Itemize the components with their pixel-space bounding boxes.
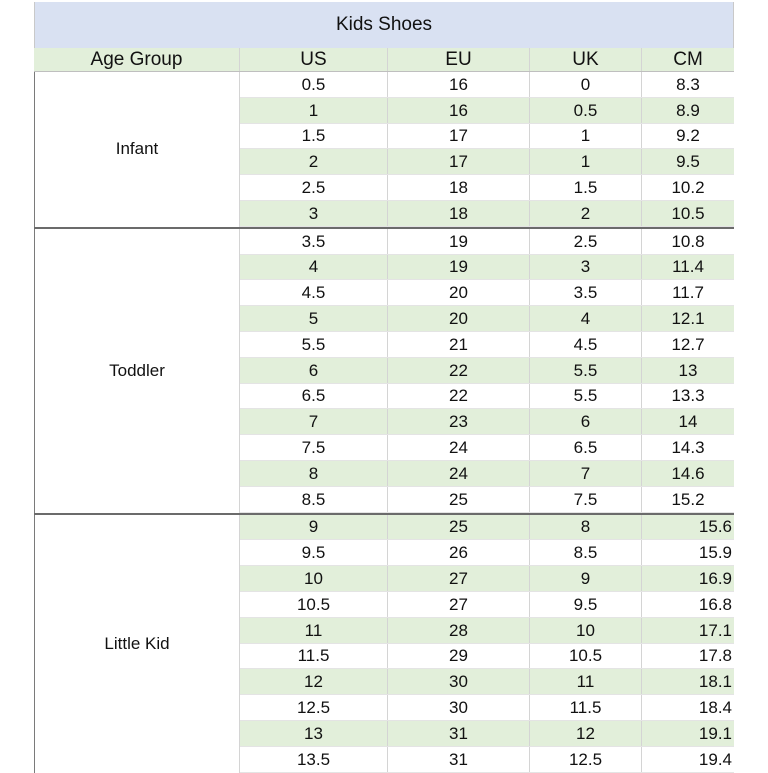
- table-row: [240, 280, 734, 306]
- uk-size-cell: 7: [530, 461, 642, 486]
- eu-size-cell: 22: [388, 358, 530, 383]
- uk-size-cell: 2: [530, 201, 642, 226]
- eu-size-cell: 19: [388, 255, 530, 280]
- uk-size-cell: 2.5: [530, 229, 642, 254]
- us-size-cell: 10: [240, 566, 388, 591]
- header-uk: UK: [530, 48, 642, 71]
- eu-size-cell: 17: [388, 149, 530, 174]
- cm-length-cell: 19.4: [698, 749, 732, 769]
- us-size-cell: 7.5: [240, 435, 388, 460]
- header-us: US: [240, 48, 388, 71]
- us-size-cell: 13: [240, 721, 388, 746]
- us-size-cell: 8.5: [240, 487, 388, 512]
- us-size-cell: 4: [240, 255, 388, 280]
- us-size-cell: 12: [240, 669, 388, 694]
- cm-length-cell: 17.8: [698, 646, 732, 666]
- us-size-cell: 0.5: [240, 72, 388, 97]
- table-row: [240, 255, 734, 281]
- table-row: [240, 515, 734, 541]
- table-row: [240, 721, 734, 747]
- eu-size-cell: 25: [388, 515, 530, 540]
- eu-size-cell: 28: [388, 618, 530, 643]
- cm-length-cell: 13.3: [671, 386, 705, 406]
- eu-size-cell: 27: [388, 566, 530, 591]
- us-size-cell: 6.5: [240, 384, 388, 409]
- us-size-cell: 1.5: [240, 124, 388, 149]
- us-size-cell: 7: [240, 409, 388, 434]
- uk-size-cell: 3.5: [530, 280, 642, 305]
- uk-size-cell: 9.5: [530, 592, 642, 617]
- eu-size-cell: 31: [388, 747, 530, 772]
- table-row: [240, 618, 734, 644]
- us-size-cell: 4.5: [240, 280, 388, 305]
- uk-size-cell: 11.5: [530, 695, 642, 720]
- uk-size-cell: 1.5: [530, 175, 642, 200]
- table-row: [240, 644, 734, 670]
- eu-size-cell: 21: [388, 332, 530, 357]
- eu-size-cell: 24: [388, 461, 530, 486]
- uk-size-cell: 4.5: [530, 332, 642, 357]
- uk-size-cell: 1: [530, 124, 642, 149]
- age-group-label: Toddler: [34, 229, 240, 513]
- age-group-block: [34, 513, 734, 773]
- table-row: [240, 72, 734, 98]
- table-row: [240, 229, 734, 255]
- eu-size-cell: 26: [388, 540, 530, 565]
- table-row: [240, 306, 734, 332]
- uk-size-cell: 3: [530, 255, 642, 280]
- us-size-cell: 10.5: [240, 592, 388, 617]
- cm-length-cell: 12.1: [671, 309, 705, 329]
- eu-size-cell: 31: [388, 721, 530, 746]
- cm-length-cell: 11.4: [672, 257, 704, 277]
- table-row: [240, 124, 734, 150]
- us-size-cell: 2: [240, 149, 388, 174]
- cm-length-cell: 18.4: [698, 698, 732, 718]
- uk-size-cell: 5.5: [530, 384, 642, 409]
- table-row: [240, 384, 734, 410]
- cm-length-cell: 10.2: [671, 178, 705, 198]
- cm-length-cell: 10.8: [671, 231, 705, 251]
- cm-length-cell: 15.6: [698, 517, 732, 537]
- table-row: [240, 461, 734, 487]
- eu-size-cell: 16: [388, 72, 530, 97]
- eu-size-cell: 16: [388, 98, 530, 123]
- uk-size-cell: 5.5: [530, 358, 642, 383]
- us-size-cell: 12.5: [240, 695, 388, 720]
- uk-size-cell: 8.5: [530, 540, 642, 565]
- uk-size-cell: 12.5: [530, 747, 642, 772]
- uk-size-cell: 6: [530, 409, 642, 434]
- uk-size-cell: 10: [530, 618, 642, 643]
- uk-size-cell: 8: [530, 515, 642, 540]
- uk-size-cell: 9: [530, 566, 642, 591]
- table-row: [240, 487, 734, 513]
- cm-length-cell: 15.9: [698, 543, 732, 563]
- cm-length-cell: 14.3: [671, 438, 705, 458]
- eu-size-cell: 20: [388, 306, 530, 331]
- us-size-cell: 3: [240, 201, 388, 226]
- header-eu: EU: [388, 48, 530, 71]
- eu-size-cell: 27: [388, 592, 530, 617]
- eu-size-cell: 29: [388, 644, 530, 669]
- cm-length-cell: 8.9: [676, 100, 700, 120]
- eu-size-cell: 20: [388, 280, 530, 305]
- us-size-cell: 2.5: [240, 175, 388, 200]
- size-groups: [34, 72, 734, 773]
- size-rows: [240, 229, 734, 513]
- uk-size-cell: 1: [530, 149, 642, 174]
- table-row: [240, 358, 734, 384]
- cm-length-cell: 8.3: [676, 74, 700, 94]
- eu-size-cell: 18: [388, 175, 530, 200]
- cm-length-cell: 14.6: [671, 463, 705, 483]
- table-row: [240, 332, 734, 358]
- eu-size-cell: 17: [388, 124, 530, 149]
- cm-length-cell: 16.8: [698, 594, 732, 614]
- table-title: Kids Shoes: [34, 2, 734, 48]
- header-cm: CM: [673, 48, 703, 70]
- table-row: [240, 747, 734, 773]
- cm-length-cell: 9.5: [676, 152, 700, 172]
- us-size-cell: 11.5: [240, 644, 388, 669]
- table-row: [240, 435, 734, 461]
- eu-size-cell: 22: [388, 384, 530, 409]
- cm-length-cell: 18.1: [698, 672, 732, 692]
- uk-size-cell: 7.5: [530, 487, 642, 512]
- us-size-cell: 3.5: [240, 229, 388, 254]
- eu-size-cell: 23: [388, 409, 530, 434]
- cm-length-cell: 13: [678, 360, 698, 380]
- eu-size-cell: 18: [388, 201, 530, 226]
- cm-length-cell: 15.2: [671, 489, 705, 509]
- table-row: [240, 669, 734, 695]
- column-header-row: [34, 48, 734, 72]
- uk-size-cell: 12: [530, 721, 642, 746]
- us-size-cell: 13.5: [240, 747, 388, 772]
- us-size-cell: 8: [240, 461, 388, 486]
- cm-length-cell: 9.2: [676, 126, 700, 146]
- eu-size-cell: 19: [388, 229, 530, 254]
- table-row: [240, 175, 734, 201]
- cm-length-cell: 16.9: [698, 569, 732, 589]
- eu-size-cell: 30: [388, 695, 530, 720]
- cm-length-cell: 17.1: [698, 620, 732, 640]
- us-size-cell: 1: [240, 98, 388, 123]
- table-row: [240, 695, 734, 721]
- us-size-cell: 9.5: [240, 540, 388, 565]
- uk-size-cell: 6.5: [530, 435, 642, 460]
- size-rows: [240, 72, 734, 227]
- eu-size-cell: 24: [388, 435, 530, 460]
- age-group-block: [34, 227, 734, 513]
- age-group-label: Little Kid: [34, 515, 240, 773]
- table-row: [240, 409, 734, 435]
- header-age-group: Age Group: [34, 48, 240, 71]
- cm-length-cell: 12.7: [671, 334, 705, 354]
- uk-size-cell: 0.5: [530, 98, 642, 123]
- uk-size-cell: 11: [530, 669, 642, 694]
- table-row: [240, 592, 734, 618]
- us-size-cell: 11: [240, 618, 388, 643]
- table-row: [240, 540, 734, 566]
- age-group-block: [34, 72, 734, 227]
- cm-length-cell: 10.5: [671, 203, 705, 223]
- us-size-cell: 6: [240, 358, 388, 383]
- eu-size-cell: 30: [388, 669, 530, 694]
- cm-length-cell: 11.7: [672, 283, 704, 303]
- us-size-cell: 5.5: [240, 332, 388, 357]
- eu-size-cell: 25: [388, 487, 530, 512]
- us-size-cell: 9: [240, 515, 388, 540]
- table-row: [240, 98, 734, 124]
- us-size-cell: 5: [240, 306, 388, 331]
- table-row: [240, 201, 734, 227]
- cm-length-cell: 19.1: [698, 723, 732, 743]
- uk-size-cell: 10.5: [530, 644, 642, 669]
- cm-length-cell: 14: [678, 412, 698, 432]
- size-rows: [240, 515, 734, 773]
- uk-size-cell: 0: [530, 72, 642, 97]
- uk-size-cell: 4: [530, 306, 642, 331]
- table-row: [240, 566, 734, 592]
- table-row: [240, 149, 734, 175]
- age-group-label: Infant: [34, 72, 240, 227]
